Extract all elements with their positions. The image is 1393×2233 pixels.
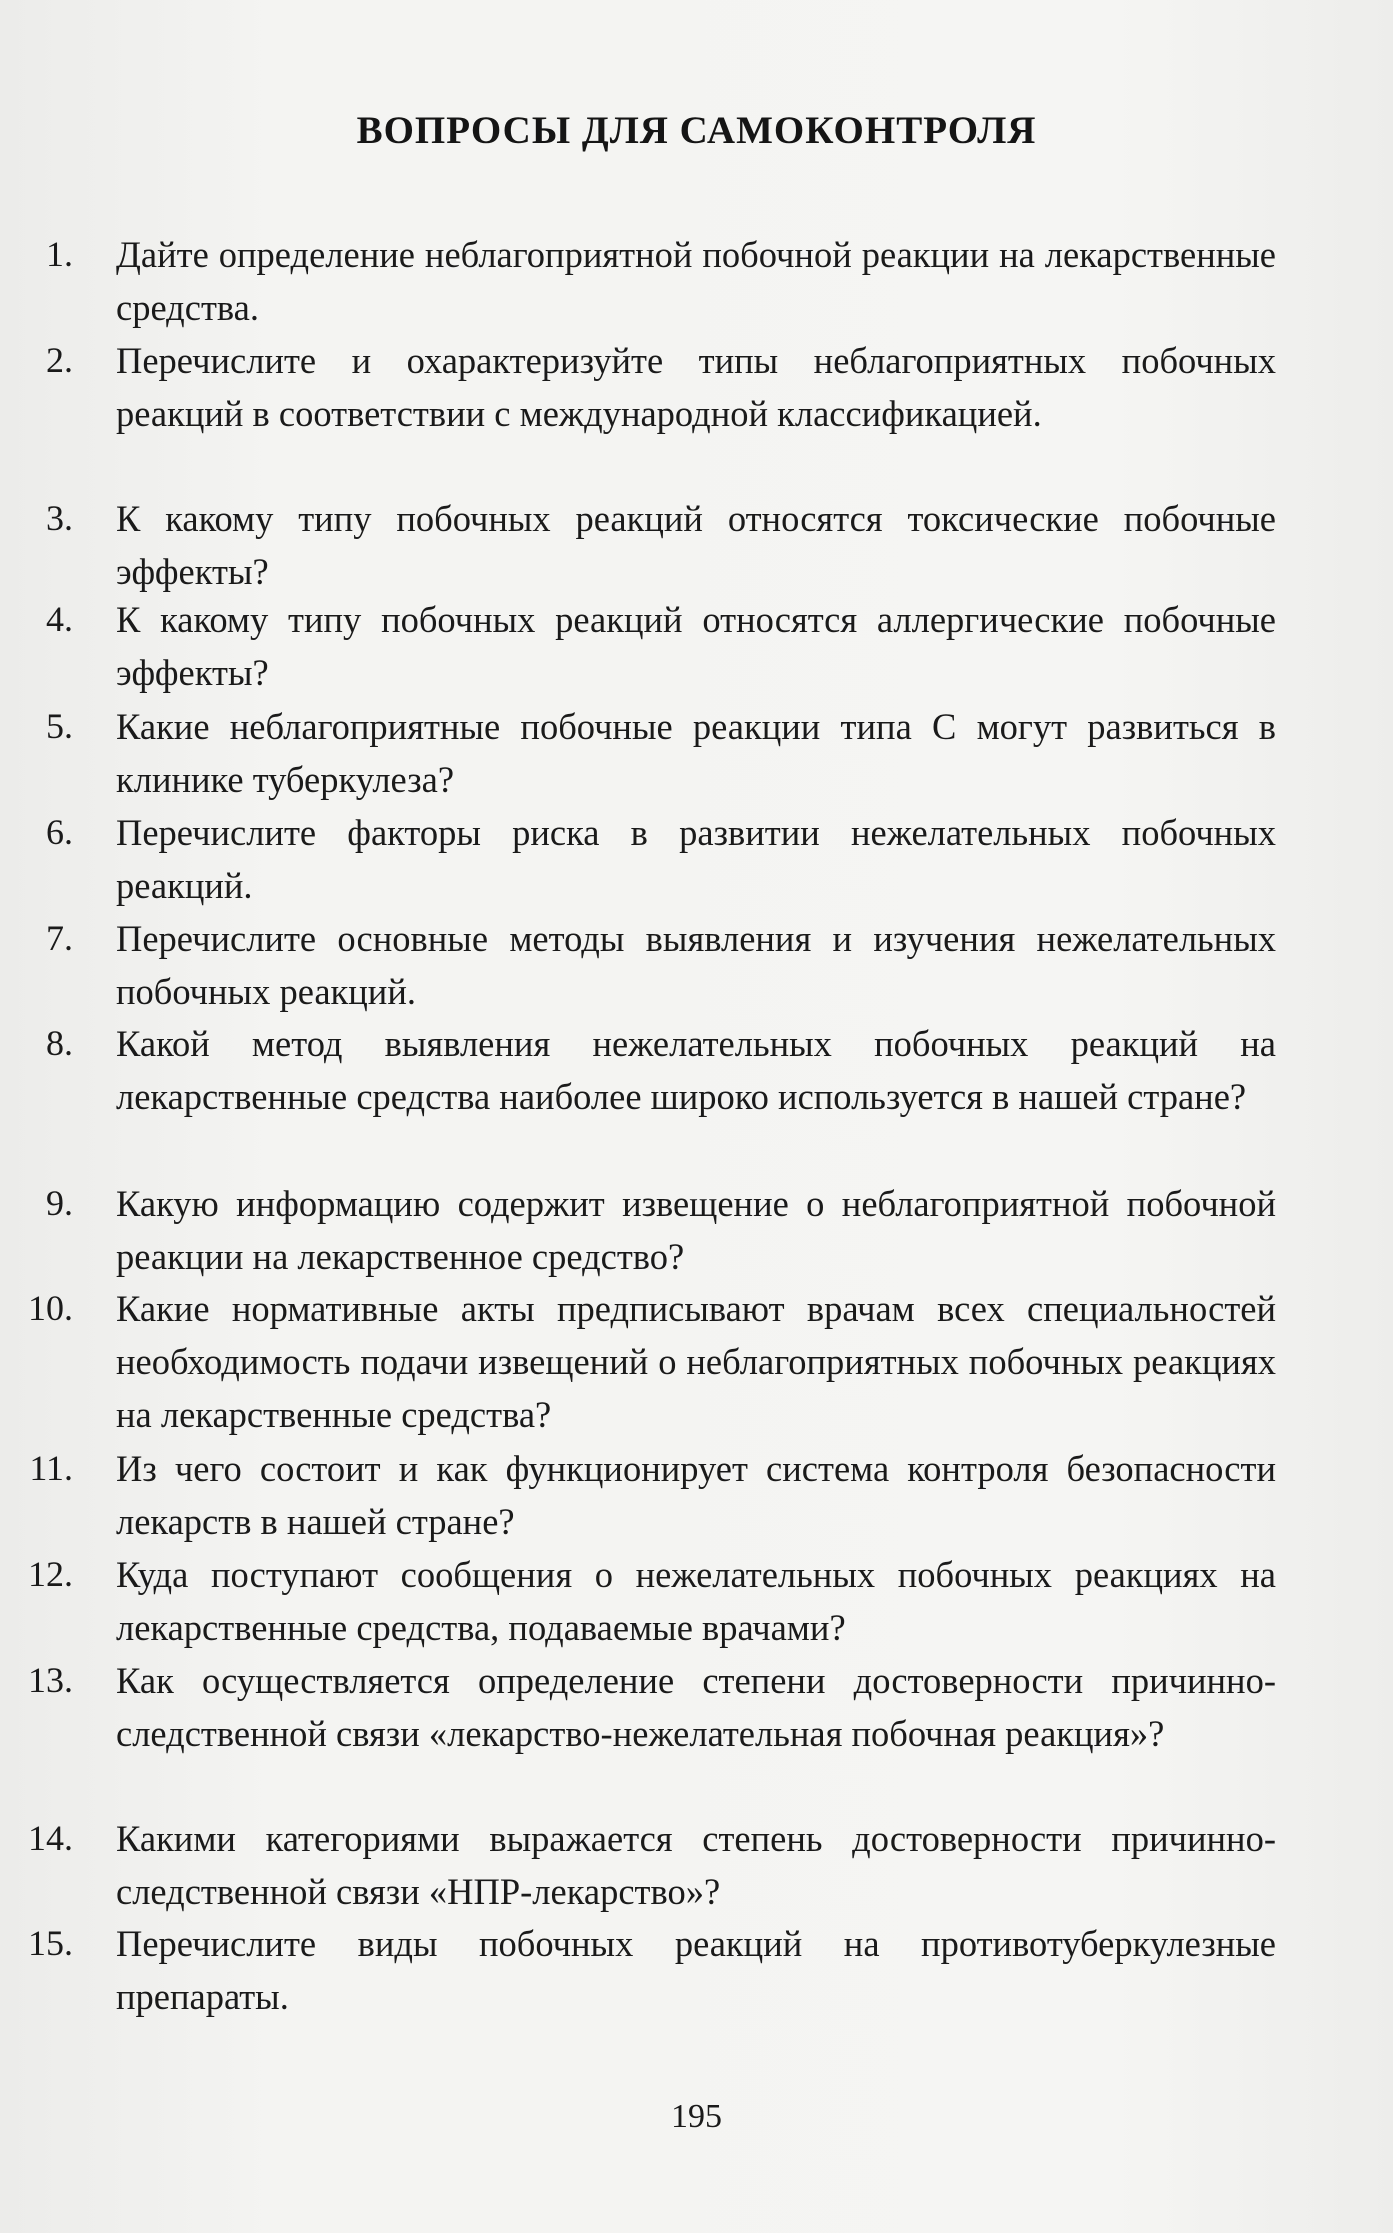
- question-number: 9.: [46, 1183, 73, 1223]
- question-text: Перечислите факторы риска в развитии нежелательных побочных реакций.: [116, 812, 1276, 906]
- question-text: Какую информацию содержит извещение о неблагоприятной побочной реакции на лекарственное средство?: [116, 1183, 1276, 1277]
- question-text: К какому типу побочных реакций относятся аллергические побочные эффекты?: [116, 599, 1276, 693]
- question-text: Из чего состоит и как функционирует система контроля безопасности лекарств в нашей стране?: [116, 1448, 1276, 1542]
- question-number: 11.: [29, 1448, 73, 1488]
- question-text: Какие нормативные акты предписывают врачам всех специальностей необходимость подачи извещений о неблагоприятных побочных реакциях на лекарственные средства?: [116, 1288, 1276, 1435]
- question-number: 12.: [28, 1554, 73, 1594]
- question-number: 15.: [28, 1923, 73, 1963]
- question-text: Какой метод выявления нежелательных побочных реакций на лекарственные средства наиболее широко используется в нашей стране?: [116, 1023, 1276, 1117]
- question-number: 7.: [46, 918, 73, 958]
- question-number: 5.: [46, 706, 73, 746]
- question-text: Как осуществляется определение степени достоверности причинно-следственной связи «лекарство-нежелательная побочная реакция»?: [116, 1660, 1276, 1754]
- question-number: 1.: [46, 234, 73, 274]
- question-text: Перечислите виды побочных реакций на противотуберкулезные препараты.: [116, 1923, 1276, 2017]
- question-text: Перечислите основные методы выявления и изучения нежелательных побочных реакций.: [116, 918, 1276, 1012]
- question-text: Какими категориями выражается степень достоверности причинно-следственной связи «НПР-лекарство»?: [116, 1818, 1276, 1912]
- question-number: 6.: [46, 812, 73, 852]
- question-number: 4.: [46, 599, 73, 639]
- page-number: 195: [671, 2098, 722, 2135]
- question-number: 10.: [28, 1288, 73, 1328]
- page-title: ВОПРОСЫ ДЛЯ САМОКОНТРОЛЯ: [356, 109, 1037, 152]
- question-text: Дайте определение неблагоприятной побочной реакции на лекарственные средства.: [116, 234, 1276, 328]
- question-text: Перечислите и охарактеризуйте типы неблагоприятных побочных реакций в соответствии с международной классификацией.: [116, 340, 1276, 434]
- question-number: 14.: [28, 1818, 73, 1858]
- question-number: 8.: [46, 1023, 73, 1063]
- question-text: Какие неблагоприятные побочные реакции типа С могут развиться в клинике туберкулеза?: [116, 706, 1276, 800]
- question-text: Куда поступают сообщения о нежелательных побочных реакциях на лекарственные средства, подаваемые врачами?: [116, 1554, 1276, 1648]
- question-number: 3.: [46, 498, 73, 538]
- question-number: 2.: [46, 340, 73, 380]
- question-number: 13.: [28, 1660, 73, 1700]
- question-text: К какому типу побочных реакций относятся токсические побочные эффекты?: [116, 498, 1276, 592]
